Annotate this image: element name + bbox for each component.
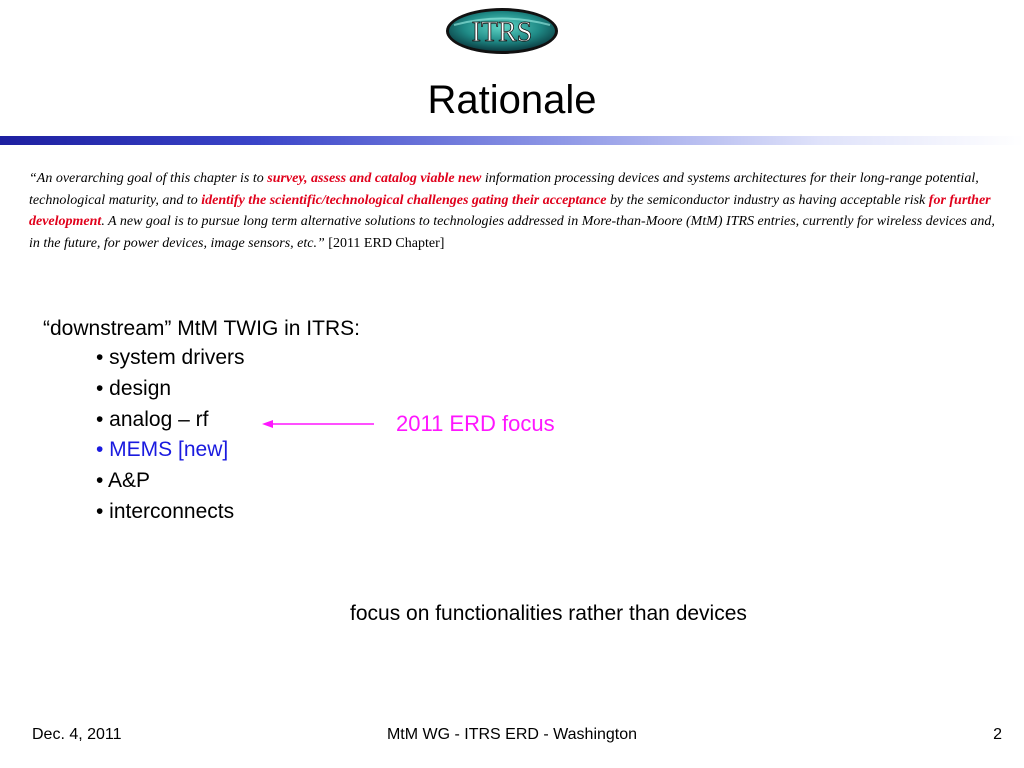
itrs-logo xyxy=(444,6,560,56)
logo-text: ITRS xyxy=(471,17,533,48)
title-divider xyxy=(0,136,1024,145)
page-number: 2 xyxy=(993,726,1002,743)
quote-emphasis-1: survey, assess and catalog viable new xyxy=(267,171,482,186)
list-item: • A&P xyxy=(96,469,151,493)
focus-arrow-icon xyxy=(258,414,378,434)
functionality-note: focus on functionalities rather than devices xyxy=(350,602,747,625)
list-item: • design xyxy=(96,376,172,400)
focus-label: 2011 ERD focus xyxy=(396,411,555,436)
quote-emphasis-3: for further development xyxy=(29,192,991,229)
quote-text-1: “An overarching goal of this chapter is to xyxy=(29,171,268,186)
twig-heading: “downstream” MtM TWIG in ITRS: xyxy=(43,317,360,340)
list-item: • system drivers xyxy=(96,346,245,369)
chapter-quote xyxy=(29,168,1009,254)
footer-title: MtM WG - ITRS ERD - Washington xyxy=(386,726,638,743)
quote-reference: [2011 ERD Chapter] xyxy=(324,235,445,251)
slide-title: Rationale xyxy=(427,78,597,122)
quote-text-4: . A new goal is to pursue long term alternative solutions to technologies addressed in More-than-Moore (MtM) ITRS entries, currently for wireless devices and, in the future, for power devices, image sensors, etc.” xyxy=(29,214,995,251)
quote-emphasis-2: identify the scientific/technological challenges gating their acceptance xyxy=(201,192,607,208)
list-item: • analog – rf xyxy=(96,407,209,431)
twig-list xyxy=(96,345,245,530)
footer-date: Dec. 4, 2011 xyxy=(32,726,122,743)
quote-text-3: by the semiconductor industry as having acceptable risk xyxy=(606,192,929,208)
quote-text-2: information processing devices and systems architectures for their long-range potential, technological maturity, and to xyxy=(29,171,979,208)
list-item-highlighted: • MEMS [new] xyxy=(96,438,229,462)
list-item: • interconnects xyxy=(96,499,235,523)
